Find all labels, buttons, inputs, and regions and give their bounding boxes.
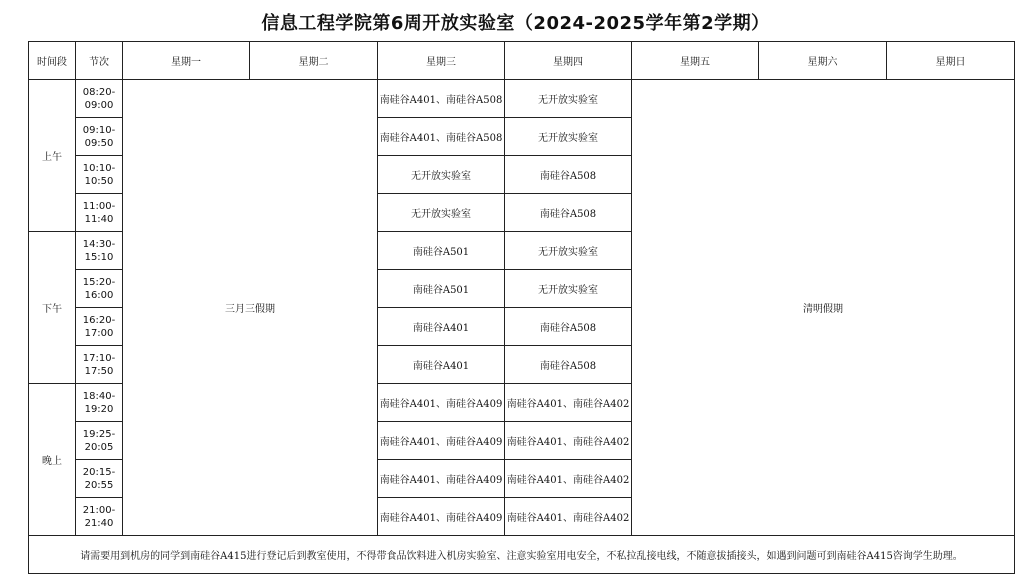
- header-wednesday: 星期三: [378, 42, 505, 80]
- table-row: [29, 80, 1015, 118]
- header-thursday: 星期四: [505, 42, 632, 80]
- thu-lab: 南硅谷A508: [505, 156, 632, 194]
- thu-lab: 无开放实验室: [505, 80, 632, 118]
- wed-lab: 南硅谷A401: [378, 346, 505, 384]
- holiday-mon-tue: 三月三假期: [123, 80, 378, 536]
- period-afternoon: 下午: [29, 232, 76, 384]
- thu-lab: 南硅谷A508: [505, 346, 632, 384]
- wed-lab: 南硅谷A401、南硅谷A409: [378, 498, 505, 536]
- slot-time: 18:40- 19:20: [76, 384, 123, 422]
- slot-time: 14:30- 15:10: [76, 232, 123, 270]
- wed-lab: 南硅谷A501: [378, 270, 505, 308]
- slot-time: 08:20- 09:00: [76, 80, 123, 118]
- period-morning: 上午: [29, 80, 76, 232]
- slot-time: 16:20- 17:00: [76, 308, 123, 346]
- holiday-fri-sun: 清明假期: [632, 80, 1015, 536]
- header-tuesday: 星期二: [250, 42, 378, 80]
- thu-lab: 南硅谷A401、南硅谷A402: [505, 384, 632, 422]
- wed-lab: 南硅谷A501: [378, 232, 505, 270]
- slot-time: 17:10- 17:50: [76, 346, 123, 384]
- header-saturday: 星期六: [759, 42, 887, 80]
- header-monday: 星期一: [123, 42, 250, 80]
- wed-lab: 南硅谷A401: [378, 308, 505, 346]
- wed-lab: 南硅谷A401、南硅谷A508: [378, 118, 505, 156]
- note-row: [29, 536, 1015, 574]
- slot-time: 20:15- 20:55: [76, 460, 123, 498]
- thu-lab: 无开放实验室: [505, 118, 632, 156]
- thu-lab: 南硅谷A401、南硅谷A402: [505, 460, 632, 498]
- wed-lab: 南硅谷A401、南硅谷A508: [378, 80, 505, 118]
- thu-lab: 南硅谷A508: [505, 194, 632, 232]
- page-title: 信息工程学院第6周开放实验室（2024-2025学年第2学期）: [261, 13, 770, 34]
- slot-time: 21:00- 21:40: [76, 498, 123, 536]
- wed-lab: 无开放实验室: [378, 156, 505, 194]
- header-slot: 节次: [76, 42, 123, 80]
- header-sunday: 星期日: [887, 42, 1015, 80]
- slot-time: 15:20- 16:00: [76, 270, 123, 308]
- slot-time: 09:10- 09:50: [76, 118, 123, 156]
- wed-lab: 南硅谷A401、南硅谷A409: [378, 460, 505, 498]
- wed-lab: 无开放实验室: [378, 194, 505, 232]
- slot-time: 19:25- 20:05: [76, 422, 123, 460]
- thu-lab: 无开放实验室: [505, 232, 632, 270]
- thu-lab: 南硅谷A401、南硅谷A402: [505, 422, 632, 460]
- thu-lab: 南硅谷A508: [505, 308, 632, 346]
- wed-lab: 南硅谷A401、南硅谷A409: [378, 384, 505, 422]
- period-evening: 晚上: [29, 384, 76, 536]
- header-friday: 星期五: [632, 42, 759, 80]
- usage-note: 请需要用到机房的同学到南硅谷A415进行登记后到教室使用，不得带食品饮料进入机房实验室、注意实验室用电安全，不私拉乱接电线，不随意拔插接头，如遇到问题可到南硅谷A415咨询学生助理。: [29, 536, 1015, 574]
- schedule-table: [28, 41, 1015, 574]
- slot-time: 10:10- 10:50: [76, 156, 123, 194]
- slot-time: 11:00- 11:40: [76, 194, 123, 232]
- wed-lab: 南硅谷A401、南硅谷A409: [378, 422, 505, 460]
- thu-lab: 南硅谷A401、南硅谷A402: [505, 498, 632, 536]
- header-row: [29, 42, 1015, 80]
- header-period: 时间段: [29, 42, 76, 80]
- thu-lab: 无开放实验室: [505, 270, 632, 308]
